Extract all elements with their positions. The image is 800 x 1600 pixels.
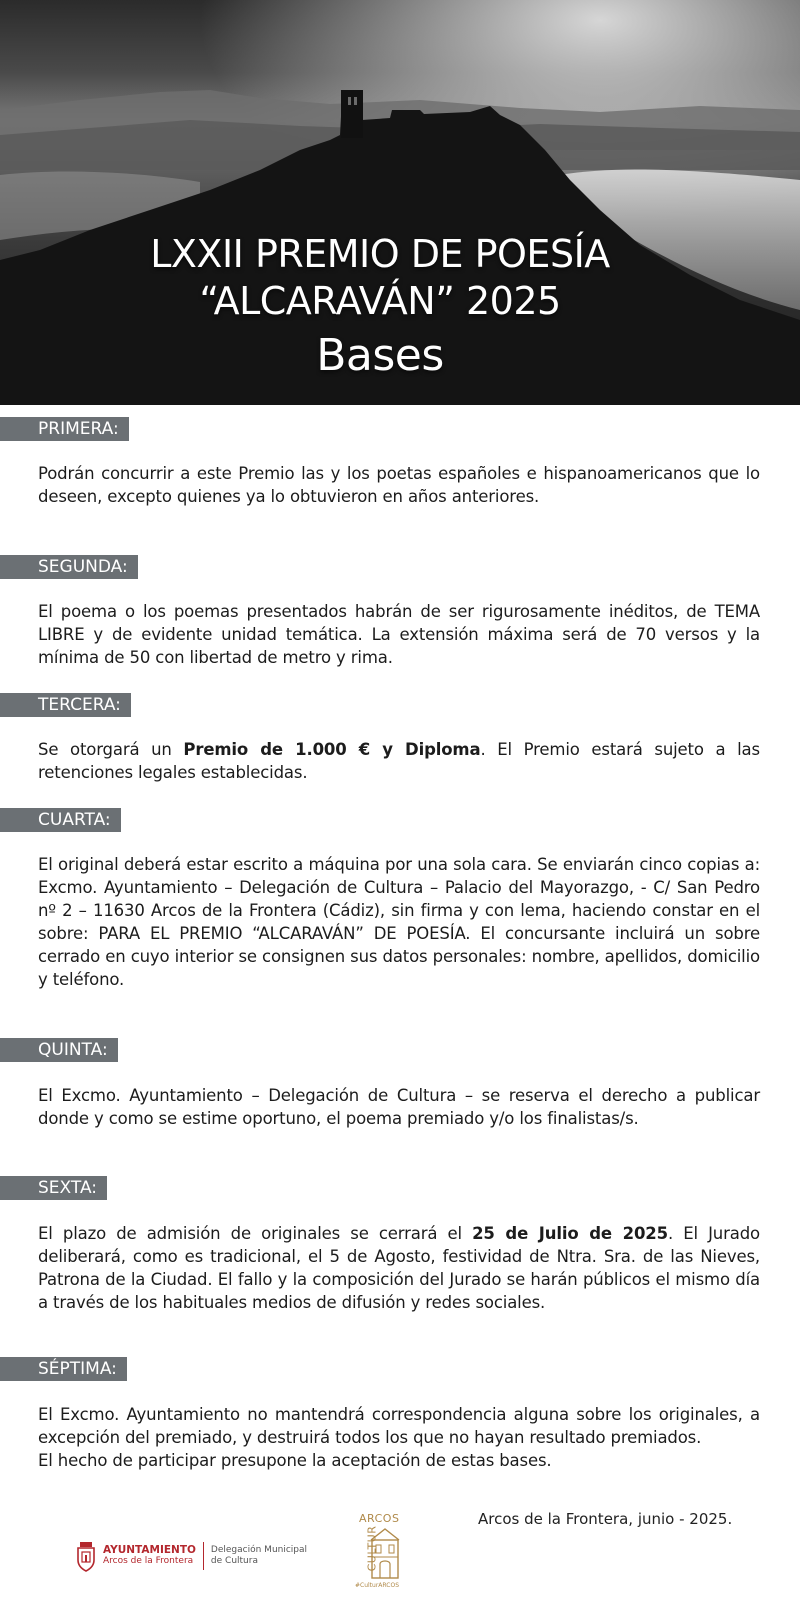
ayuntamiento-town: Arcos de la Frontera: [103, 1556, 194, 1566]
hero-title-bases: Bases: [316, 330, 444, 381]
hero-title-line1: LXXII PREMIO DE POESÍA: [150, 232, 610, 276]
ayuntamiento-logo: [75, 1538, 307, 1574]
delegacion-line1: Delegación Municipal: [210, 1545, 308, 1555]
delegacion-text: [211, 1545, 307, 1567]
sexta-text-before: El plazo de admisión de originales se cerrará el: [38, 1224, 473, 1243]
delegacion-line2: de Cultura: [210, 1556, 258, 1566]
section-label-segunda: SEGUNDA:: [0, 555, 138, 579]
septima-paragraph-2: El hecho de participar presupone la aceptación de estas bases.: [38, 1451, 552, 1470]
logo-divider: [203, 1542, 204, 1570]
septima-paragraph-1: El Excmo. Ayuntamiento no mantendrá correspondencia alguna sobre los originales, a excepción del premiado, y destruirá todos los que no hayan resultado premiados.: [38, 1405, 760, 1447]
cultur-logo-arcos: ARCOS: [359, 1512, 400, 1525]
section-label-sexta: SEXTA:: [0, 1176, 107, 1200]
section-text-sexta: [38, 1222, 760, 1314]
section-text-tercera: [38, 738, 760, 784]
section-text-septima: [38, 1403, 760, 1472]
section-label-septima: SÉPTIMA:: [0, 1357, 127, 1381]
tercera-prize-amount: Premio de 1.000 € y Diploma: [183, 740, 481, 759]
section-text-cuarta: El original deberá estar escrito a máquina por una sola cara. Se enviarán cinco copias a: Excmo. Ayuntamiento – Delegación de Cultura – Palacio del Mayorazgo, - C/ San Pedro nº 2 – 11630 Arcos de la Frontera (Cádiz), sin firma y con lema, haciendo constar en el sobre: PARA EL PREMIO “ALCARAVÁN” DE POESÍA. El concursante incluirá un sobre cerrado en cuyo interior se consignen sus datos personales: nombre, apellidos, domicilio y teléfono.: [38, 855, 760, 989]
section-label-quinta: QUINTA:: [0, 1038, 118, 1062]
section-text-segunda: El poema o los poemas presentados habrán de ser rigurosamente inéditos, de TEMA LIBRE y de evidente unidad temática. La extensión máxima será de 70 versos y la mínima de 50 con libertad de metro y rima.: [38, 602, 760, 667]
building-icon: [369, 1526, 401, 1580]
hero-banner: [0, 0, 800, 405]
section-text-primera: Podrán concurrir a este Premio las y los poetas españoles e hispanoamericanos que lo deseen, excepto quienes ya lo obtuvieron en años anteriores.: [38, 464, 760, 506]
ayuntamiento-name: AYUNTAMIENTO: [103, 1544, 196, 1556]
section-label-tercera: TERCERA:: [0, 693, 131, 717]
section-label-primera: PRIMERA:: [0, 417, 129, 441]
cultur-logo-cultur: CULTUR: [365, 1525, 379, 1572]
crest-icon: [75, 1540, 97, 1572]
ayuntamiento-text: [103, 1545, 196, 1567]
tercera-text-after: . El Premio estará sujeto a las retenciones legales establecidas.: [38, 740, 760, 782]
tercera-text-before: Se otorgará un: [38, 740, 184, 759]
sexta-text-after: . El Jurado deliberará, como es tradicional, el 5 de Agosto, festividad de Ntra. Sra. de las Nieves, Patrona de la Ciudad. El fallo y la composición del Jurado se harán públicos el mismo día a través de los habituales medios de difusión y redes sociales.: [38, 1224, 760, 1312]
sexta-deadline-date: 25 de Julio de 2025: [472, 1224, 668, 1243]
section-text-quinta: El Excmo. Ayuntamiento – Delegación de Cultura – se reserva el derecho a publicar donde y como se estime oportuno, el poema premiado y/o los finalistas/s.: [38, 1086, 760, 1128]
cultur-arcos-logo: [355, 1512, 407, 1590]
place-date: Arcos de la Frontera, junio - 2025.: [478, 1510, 733, 1528]
section-label-cuarta: CUARTA:: [0, 808, 121, 832]
cultur-hashtag: #CulturARCOS: [355, 1582, 400, 1589]
hero-title-line2: “ALCARAVÁN” 2025: [199, 279, 561, 323]
